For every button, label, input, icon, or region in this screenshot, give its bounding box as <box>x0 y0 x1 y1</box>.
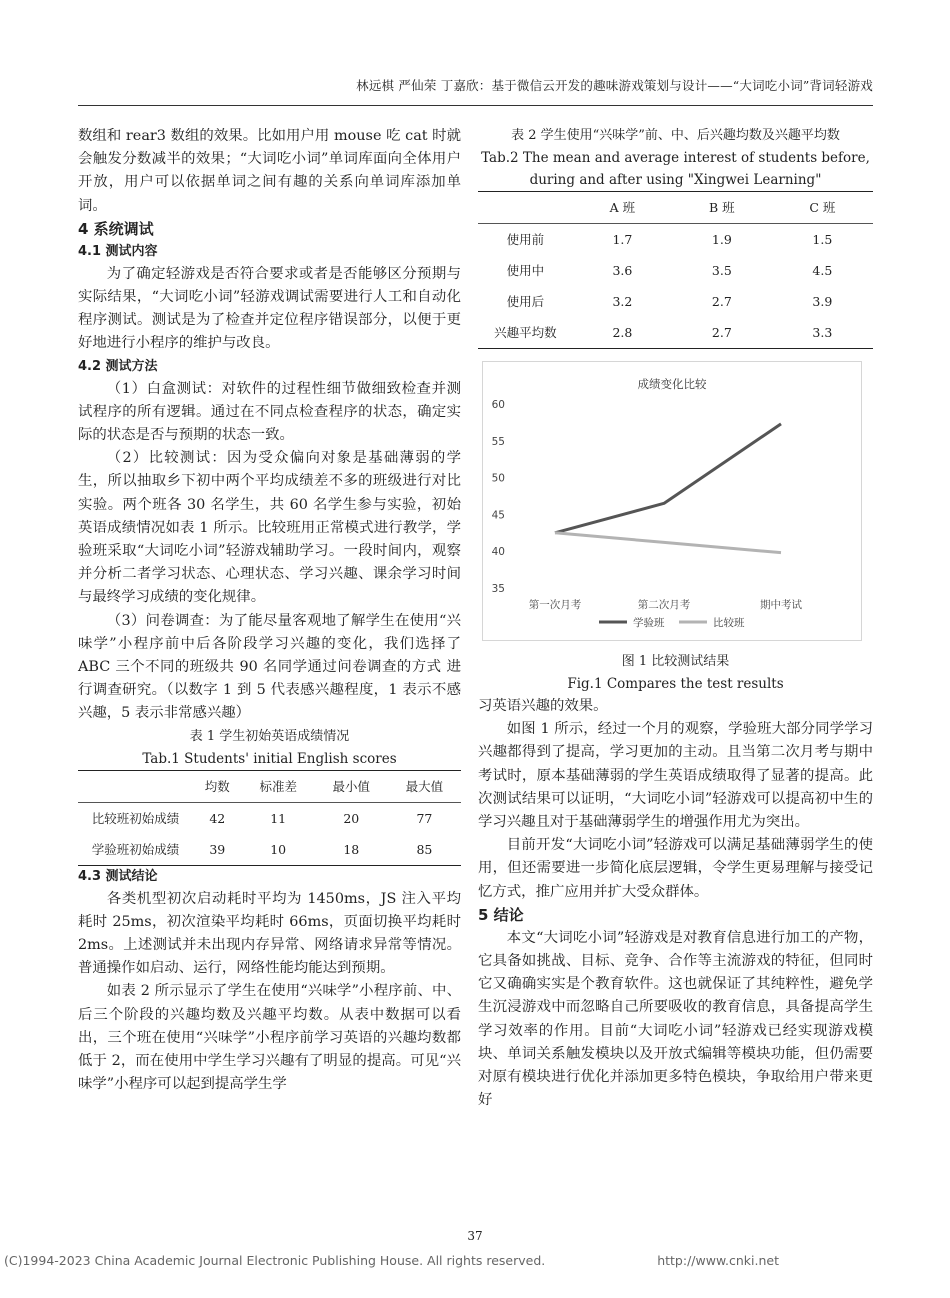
right-column <box>478 125 873 1112</box>
table-cell: 3.2 <box>612 293 633 309</box>
table-cell: 3.9 <box>812 293 833 309</box>
footer-copyright: (C)1994-2023 China Academic Journal Electronic Publishing House. All rights reserved. <box>4 1253 546 1268</box>
table-cell: 使用后 <box>506 293 545 309</box>
y-axis-ticks <box>492 399 505 595</box>
table-cell: 3.3 <box>812 324 833 340</box>
table-cell: 3.6 <box>612 262 633 278</box>
table-cell: 2.7 <box>711 293 732 309</box>
table-header-cell: B 班 <box>709 199 735 215</box>
table-header-cell <box>478 192 573 224</box>
series-lines <box>555 424 781 553</box>
table-cell: 1.7 <box>612 231 633 247</box>
table-cell: 20 <box>343 810 360 826</box>
x-tick-label: 第二次月考 <box>637 599 691 611</box>
table-cell: 使用前 <box>506 231 545 247</box>
subsection-heading-4-3: 4.3 测试结论 <box>78 868 158 884</box>
section-heading-4: 4 系统调试 <box>78 219 154 238</box>
table1-caption-cn: 表 1 学生初始英语成绩情况 <box>189 728 350 744</box>
paragraph: 目前开发“大词吃小词”轻游戏可以满足基础薄弱学生的使用，但还需要进一步简化底层逻辑，令学生更易理解与接受记忆方式，推广应用并扩大受众群体。 <box>478 837 873 900</box>
series-line <box>555 424 781 533</box>
table1-caption-en: Tab.1 Students' initial English scores <box>142 750 397 767</box>
figure1-caption-en: Fig.1 Compares the test results <box>567 676 784 692</box>
running-header: 林远棋 严仙荣 丁嘉欣：基于微信云开发的趣味游戏策划与设计——“大词吃小词”背词轻游戏 <box>356 78 873 93</box>
x-tick-label: 期中考试 <box>760 599 802 611</box>
paragraph: 为了确定轻游戏是否符合要求或者是否能够区分预期与实际结果，“大词吃小词”轻游戏调试需要进行人工和自动化程序测试。测试是为了检查并定位程序错误部分，以便于更好地进行小程序的维护与改良。 <box>78 265 461 352</box>
table-cell: 2.8 <box>612 324 633 340</box>
y-tick-label: 50 <box>491 472 505 485</box>
table-cell: 42 <box>209 810 226 826</box>
table-cell: 1.5 <box>812 231 833 247</box>
table-cell: 3.5 <box>711 262 732 278</box>
chart-legend <box>599 616 745 629</box>
paragraph: 本文“大词吃小词”轻游戏是对教育信息进行加工的产物，它具备如挑战、目标、竞争、合作等主流游戏的特征，但同时它又确确实实是个教育软件。这也就保证了其纯粹性，避免学生沉浸游戏中而忽略自己所要吸收的教育信息，具备提高学生学习效率的作用。目前“大词吃小词”轻游戏已经实现游戏模块、单词关系触发模块以及开放式编辑等模块功能，但仍需要对原有模块进行优化并添加更多特色模块，争取给用户带来更好 <box>478 929 873 1109</box>
paragraph: 数组和 rear3 数组的效果。比如用户用 mouse 吃 cat 时就会触发分数减半的效果；“大词吃小词”单词库面向全体用户开放，用户可以依据单词之间有趣的关系向单词库添加单词。 <box>78 128 461 214</box>
table-cell: 学验班初始成绩 <box>91 841 180 857</box>
table-row <box>478 286 873 317</box>
table-cell: 77 <box>416 810 433 826</box>
table-cell: 4.5 <box>812 262 833 278</box>
table-cell: 使用中 <box>506 262 545 278</box>
table-header-cell: C 班 <box>809 199 836 215</box>
paragraph: 如图 1 所示，经过一个月的观察，学验班大部分同学学习兴趣都得到了提高，学习更加的主动。且当第二次月考与期中考试时，原本基础薄弱的学生英语成绩取得了显著的提高。此次测试结果可以证明，“大词吃小词”轻游戏可以提高初中生的学习兴趣且对于基础薄弱学生的增强作用尤为突出。 <box>478 721 873 831</box>
y-tick-label: 55 <box>491 435 505 448</box>
section-heading-5: 5 结论 <box>478 905 524 924</box>
subsection-heading-4-2: 4.2 测试方法 <box>78 358 158 374</box>
table-cell: 39 <box>209 841 226 857</box>
table-header-cell: A 班 <box>609 199 636 215</box>
table-row <box>78 802 461 834</box>
chart-title: 成绩变化比较 <box>637 377 707 391</box>
x-tick-label: 第一次月考 <box>528 599 582 611</box>
figure-1-chart <box>482 361 862 641</box>
footer-link[interactable]: http://www.cnki.net <box>657 1253 779 1268</box>
table-header-cell: 最大值 <box>405 778 444 794</box>
table-cell: 11 <box>270 810 287 826</box>
line-chart <box>483 362 861 640</box>
table-cell: 比较班初始成绩 <box>91 810 180 826</box>
table-cell: 兴趣平均数 <box>494 324 557 340</box>
table-cell: 2.7 <box>711 324 732 340</box>
paragraph: （2）比较测试：因为受众偏向对象是基础薄弱的学生，所以抽取乡下初中两个平均成绩差不多的班级进行对比实验。两个班各 30 名学生，共 60 名学生参与实验，初始英语成绩情况如表 1 所示。比较班用正常模式进行教学，学验班采取“大词吃小词”轻游戏辅助学习。一段时间内，观察并分析二者学习状态、心理状态、学习兴趣、课余学习时间与最终学习成绩的变化规律。 <box>78 450 461 606</box>
table-header-cell <box>78 770 193 802</box>
y-tick-label: 35 <box>491 583 505 595</box>
table-cell: 18 <box>343 841 360 857</box>
x-axis-ticks <box>529 598 803 611</box>
table-row <box>478 317 873 349</box>
y-tick-label: 40 <box>491 546 505 559</box>
table-row <box>478 224 873 256</box>
paragraph: （1）白盒测试：对软件的过程性细节做细致检查并测试程序的所有逻辑。通过在不同点检查程序的状态，确定实际的状态是否与预期的状态一致。 <box>78 380 461 444</box>
legend-label: 学验班 <box>633 617 665 629</box>
series-line <box>555 533 781 553</box>
table-header-cell: 标准差 <box>259 778 297 794</box>
table-header-row <box>78 770 461 802</box>
subsection-heading-4-1: 4.1 测试内容 <box>78 243 158 259</box>
table-header-cell: 最小值 <box>332 778 371 794</box>
table-cell: 10 <box>270 841 287 857</box>
table-header-cell: 均数 <box>204 778 230 794</box>
table-header-row <box>478 192 873 224</box>
table-row <box>78 834 461 866</box>
left-column <box>78 125 461 1097</box>
table-cell: 85 <box>416 841 433 857</box>
y-tick-label: 60 <box>491 399 505 411</box>
legend-label: 比较班 <box>713 617 745 629</box>
table-cell: 1.9 <box>711 231 732 247</box>
table-1 <box>78 770 461 866</box>
header-rule <box>78 105 873 106</box>
paragraph: 如表 2 所示显示了学生在使用“兴味学”小程序前、中、后三个阶段的兴趣均数及兴趣平均数。从表中数据可以看出，三个班在使用“兴味学”小程序前学习英语的兴趣均数都低于 2，而在使用中学生学习兴趣有了明显的提高。可见“兴味学”小程序可以起到提高学生学 <box>78 983 461 1093</box>
table2-caption-en: Tab.2 The mean and average interest of students before, during and after using "Xingwei Learning" <box>481 150 870 188</box>
table2-caption-cn: 表 2 学生使用“兴味学”前、中、后兴趣均数及兴趣平均数 <box>511 128 840 143</box>
paragraph: （3）问卷调查：为了能尽量客观地了解学生在使用“兴味学”小程序前中后各阶段学习兴趣的变化，我们选择了 ABC 三个不同的班级共 90 名同学通过问卷调查的方式 进行调查研究。（以数字 1 到 5 代表感兴趣程度，1 表示不感兴趣，5 表示非常感兴趣） <box>78 612 461 722</box>
paragraph: 习英语兴趣的效果。 <box>478 698 608 714</box>
page-number: 37 <box>467 1229 483 1243</box>
figure1-caption-cn: 图 1 比较测试结果 <box>621 654 730 669</box>
paragraph: 各类机型初次启动耗时平均为 1450ms，JS 注入平均耗时 25ms，初次渲染平均耗时 66ms，页面切换平均耗时 2ms。上述测试并未出现内存异常、网络请求异常等情况。普通操作如启动、运行，网络性能均能达到预期。 <box>78 890 461 977</box>
table-2 <box>478 191 873 349</box>
table-row <box>478 255 873 286</box>
y-tick-label: 45 <box>491 509 505 522</box>
